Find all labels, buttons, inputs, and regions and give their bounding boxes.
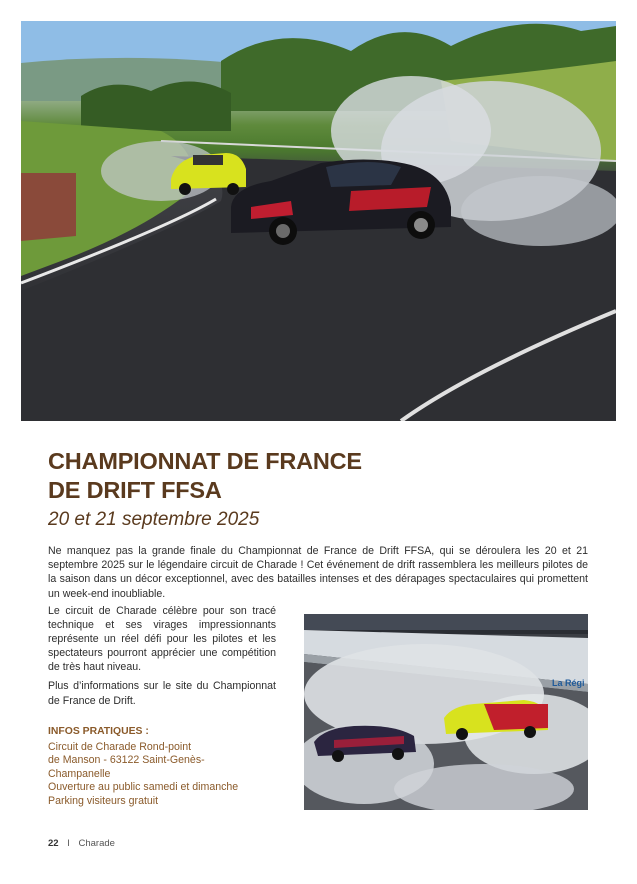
infos-list [48, 741, 288, 808]
article-dates: 20 et 21 septembre 2025 [48, 509, 260, 530]
page-footer [48, 838, 115, 849]
infos-line: de Manson - 63122 Saint-Genès- [48, 754, 205, 767]
infos-line: Parking visiteurs gratuit [48, 794, 159, 807]
article-title-line1: CHAMPIONNAT DE FRANCE [48, 448, 362, 474]
article-intro: Ne manquez pas la grande finale du Championnat de France de Drift FFSA, qui se déroulera les 20 et 21 septembre 2025 sur le légendaire circuit de Charade ! Cet événement de drift rassemblera les meilleurs pilotes de la saison dans un décor exceptionnel, avec des batailles intenses et des dérapages spectaculaires qui promettent un week-end inoubliable. [48, 545, 588, 600]
infos-line: Ouverture au public samedi et dimanche [48, 781, 239, 794]
drift-battle-photo [304, 614, 588, 810]
banner-text: La Régi [552, 678, 585, 688]
left-column [48, 604, 276, 713]
infos-line: Champanelle [48, 767, 111, 780]
article-title [48, 447, 608, 505]
infos-heading: INFOS PRATIQUES : [48, 726, 149, 737]
footer-separator: I [67, 838, 70, 849]
infos-line: Circuit de Charade Rond-point [48, 741, 192, 753]
page-number: 22 [48, 838, 59, 849]
paragraph-more-info: Plus d’informations sur le site du Championnat de France de Drift. [48, 680, 276, 707]
paragraph-circuit: Le circuit de Charade célèbre pour son tracé technique et ses virages impressionnants représente un réel défi pour les pilotes et les spectateurs pourront apprécier une compétition de très haut niveau. [48, 605, 276, 674]
hero-drift-photo [21, 21, 616, 421]
drift-cars-photo-icon [21, 21, 616, 421]
article-title-line2: DE DRIFT FFSA [48, 477, 222, 503]
footer-section: Charade [78, 838, 115, 849]
drift-battle-photo-icon [304, 614, 588, 810]
